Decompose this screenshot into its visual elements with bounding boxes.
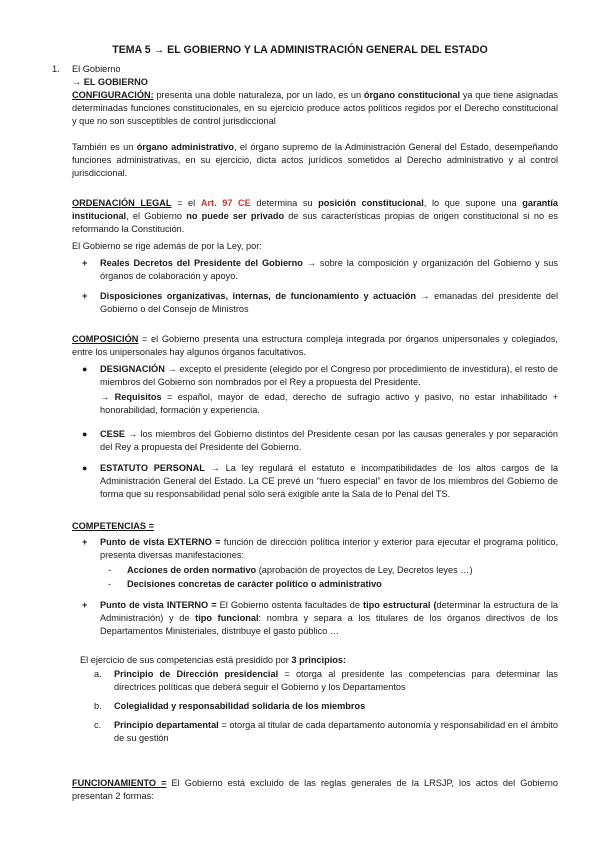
text-run: de sus características propias de origen constitucional si no es reformando la Constitución. [72, 211, 558, 234]
text-run: → los miembros del Gobierno distintos del Presidente cesan por las causas generales y por separación del Rey a propuesta del Presidente del Gobierno. [100, 429, 558, 452]
text-run: determina su [250, 198, 319, 208]
ordenacion-label: ORDENACIÓN LEGAL [72, 198, 172, 208]
bold-run: tipo estructural ( [363, 600, 437, 610]
text-run: función de dirección política interior y exterior para ejecutar el programa político, presenta diversas manifestaciones: [100, 537, 558, 560]
sub-item [127, 578, 558, 591]
composicion-label: COMPOSICIÓN [72, 334, 139, 344]
bold-run: Reales Decretos del Presidente del Gobierno [100, 258, 303, 268]
text-run: El Gobierno está excluido de las reglas generales de la LRSJP, los actos del Gobierno presentan 2 formas: [72, 778, 558, 801]
bold-run: órgano administrativo [136, 142, 234, 152]
text-run: El Gobierno ostenta facultades de [216, 600, 364, 610]
bullet-marker: ● [82, 429, 88, 439]
bold-run: no puede ser privado [186, 211, 285, 221]
composicion-paragraph [72, 333, 558, 359]
sub-item [127, 564, 558, 577]
interno-item [100, 599, 558, 638]
text-run: → excepto el presidente (elegido por el Congreso por procedimiento de investidura), el resto de miembros del Gobierno son nombrados por el Rey a propuesta del Presidente. [100, 364, 558, 387]
text-run: ya que tiene asignadas determinadas funciones constitucionales, en su ejercicio produce actos políticos regidos por el Derecho constitucional y que no son susceptibles de control jurisdiccional [72, 90, 559, 126]
text-run: También es un [72, 142, 137, 152]
letter-marker: b. [94, 701, 102, 711]
bold-run: CESE [100, 429, 126, 439]
principios-intro [80, 654, 558, 667]
plus-marker: + [82, 258, 88, 268]
competencias-heading [72, 520, 558, 533]
funcionamiento-label: FUNCIONAMIENTO = [72, 778, 167, 788]
bold-run: Punto de vista INTERNO = [100, 600, 217, 610]
text-run: → La ley regulará el estatuto e incompatibilidades de los altos cargos de la Administración General del Estado. La CE prevé un “fuero especial” en favor de los miembros del Gobierno de forma que su responsabilidad penal sólo será exigible ante la Sala de lo Penal del TS. [100, 463, 558, 499]
bold-run: Disposiciones organizativas, internas, de funcionamiento y actuación [100, 291, 416, 301]
text-run: = el [171, 198, 201, 208]
bold-run: Acciones de orden normativo [127, 565, 257, 575]
configuracion-label: CONFIGURACIÓN: [72, 90, 154, 100]
bold-run: órgano constitucional [363, 90, 461, 100]
list-item [100, 290, 558, 316]
text-run: → emanadas del presidente del Gobierno o del Consejo de Ministros [100, 291, 558, 314]
dash-marker: - [108, 579, 112, 589]
funcionamiento-paragraph [72, 777, 558, 803]
bold-run: tipo funcional [195, 613, 259, 623]
text-run: = otorga al titular de cada departamento autonomía y responsabilidad en el ámbito de su gestión [114, 720, 558, 743]
cese-item [100, 428, 558, 454]
bold-run: ESTATUTO PERSONAL [100, 463, 205, 473]
principio-item [114, 668, 558, 694]
text-run: , el órgano supremo de la Administración General del Estado, desempeñando funciones administrativas, en su ejercicio, dicta actos jurídicos sometidos al Derecho administrativo y al control jurisdiccional. [72, 142, 559, 178]
text-run: (aprobación de proyectos de Ley, Decretos leyes …) [256, 565, 473, 575]
bold-run: Colegialidad y responsabilidad solidaria de los miembros [114, 701, 366, 711]
bullet-marker: ● [82, 463, 88, 473]
article-reference: Art. 97 CE [200, 198, 251, 208]
text-run: → sobre la composición y organización del Gobierno y sus órganos de colaboración y apoyo. [100, 258, 558, 281]
letter-marker: a. [94, 669, 102, 679]
section-subheading: → EL GOBIERNO [72, 77, 148, 87]
text-run: → [100, 392, 115, 402]
bold-run: DESIGNACIÓN [100, 364, 165, 374]
principio-item [114, 700, 558, 713]
plus-marker: + [82, 537, 88, 547]
text-run: = otorga al presidente las competencias para determinar las directrices políticas que deberá seguir el Gobierno y los Departamentos [114, 669, 558, 692]
bold-run: Principio departamental [114, 720, 219, 730]
page-title: TEMA 5 → EL GOBIERNO Y LA ADMINISTRACIÓN GENERAL DEL ESTADO [112, 44, 488, 56]
externo-item [100, 536, 558, 562]
bold-run: posición constitucional [318, 198, 424, 208]
bold-run: Principio de Dirección presidencial [114, 669, 279, 679]
text-run: , el Gobierno [126, 211, 187, 221]
designacion-item [100, 363, 558, 389]
ordenacion-intro: El Gobierno se rige además de por la Ley, por: [72, 241, 262, 251]
list-item [100, 257, 558, 283]
text-run: presenta una doble naturaleza, por un lado, es un [153, 90, 364, 100]
ordenacion-paragraph [72, 197, 558, 236]
section-heading-text: El Gobierno [72, 64, 121, 74]
requisitos-item [100, 391, 558, 417]
letter-marker: c. [94, 720, 102, 730]
text-run: , lo que supone una [423, 198, 523, 208]
text-run: determinar la estructura de la Administración) y de [100, 600, 558, 623]
configuracion-paragraph-2 [72, 141, 558, 180]
bullet-marker: ● [82, 364, 88, 374]
text-run: El ejercicio de sus competencias está presidido por [80, 655, 292, 665]
section-heading [72, 63, 558, 76]
plus-marker: + [82, 291, 88, 301]
bold-run: garantía institucional [72, 198, 559, 221]
bold-run: Punto de vista EXTERNO = [100, 537, 221, 547]
text-run: = español, mayor de edad, derecho de sufragio activo y pasivo, no estar inhabilitado + honorabilidad, formación y experiencia. [100, 392, 558, 415]
principio-item [114, 719, 558, 745]
bold-run: 3 principios: [291, 655, 347, 665]
plus-marker: + [82, 600, 88, 610]
text-run: : nombra y separa a los titulares de los órganos directivos de los Departamentos Ministeriales, distribuye el gasto público … [100, 613, 558, 636]
competencias-label: COMPETENCIAS = [72, 521, 154, 531]
text-run: = el Gobierno presenta una estructura compleja integrada por órganos unipersonales y colegiados, entre los unipersonales hay algunos órganos facultativos. [72, 334, 558, 357]
bold-run: Requisitos [114, 392, 162, 402]
estatuto-item [100, 462, 558, 501]
configuracion-paragraph [72, 89, 558, 128]
bold-run: Decisiones concretas de carácter político o administrativo [127, 579, 382, 589]
dash-marker: - [108, 565, 112, 575]
section-number: 1. [52, 64, 60, 74]
